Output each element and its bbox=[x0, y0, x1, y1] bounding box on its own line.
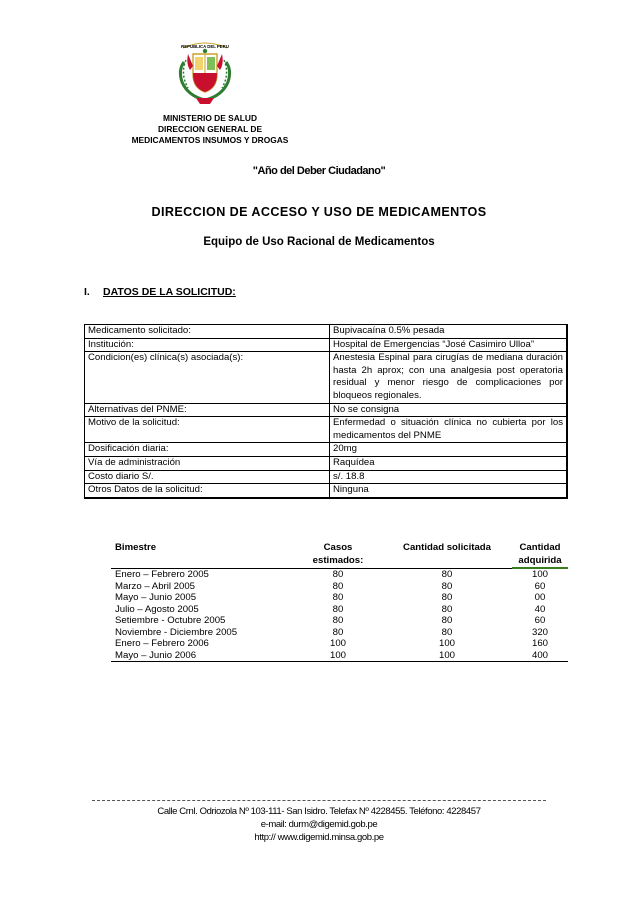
request-label: Institución: bbox=[85, 338, 330, 352]
cell-solicitada: 100 bbox=[382, 650, 512, 662]
ministry-header bbox=[110, 113, 310, 146]
footer-email-link[interactable]: e-mail: durm@digemid.gob.pe bbox=[260, 819, 378, 830]
cell-casos: 80 bbox=[332, 568, 344, 580]
cell-adquirida: 400 bbox=[512, 650, 568, 662]
table-row bbox=[111, 604, 568, 616]
request-table bbox=[84, 324, 568, 499]
table-row bbox=[85, 443, 568, 457]
table-header-row bbox=[111, 542, 568, 568]
cell-casos: 100 bbox=[294, 650, 382, 662]
cell-solicitada: 80 bbox=[441, 615, 453, 627]
footer-web-link[interactable]: http:// www.digemid.minsa.gob.pe bbox=[254, 832, 384, 843]
cell-casos: 80 bbox=[332, 626, 344, 638]
emblem-caption: REPUBLICA DEL PERU bbox=[181, 44, 229, 49]
request-label: Condicion(es) clínica(s) asociada(s): bbox=[85, 352, 330, 403]
page-title: DIRECCION DE ACCESO Y USO DE MEDICAMENTOS bbox=[151, 205, 487, 219]
page-subtitle: Equipo de Uso Racional de Medicamentos bbox=[203, 236, 435, 248]
cell-bimestre: Marzo – Abril 2005 bbox=[115, 580, 195, 592]
ministry-line: DIRECCION GENERAL DE bbox=[157, 124, 263, 134]
request-label: Alternativas del PNME: bbox=[85, 403, 330, 417]
cell-adquirida: 160 bbox=[531, 638, 548, 650]
col-header-casos: Casos estimados: bbox=[294, 542, 382, 568]
cell-adquirida: 60 bbox=[534, 615, 546, 627]
cell-bimestre: Noviembre - Diciembre 2005 bbox=[115, 626, 238, 638]
table-row bbox=[85, 352, 568, 403]
cell-solicitada: 80 bbox=[441, 568, 453, 580]
request-label: Costo diario S/. bbox=[85, 470, 330, 484]
request-label: Vía de administración bbox=[85, 456, 330, 470]
cell-adquirida: 40 bbox=[534, 603, 546, 615]
request-value: Bupivacaína 0.5% pesada bbox=[330, 325, 568, 339]
cell-bimestre: Enero – Febrero 2005 bbox=[115, 568, 209, 580]
cell-casos: 80 bbox=[332, 615, 344, 627]
cell-solicitada: 80 bbox=[441, 626, 453, 638]
table-row bbox=[111, 568, 568, 581]
request-label: Dosificación diaria: bbox=[85, 443, 330, 457]
request-value: Enfermedad o situación clínica no cubierta por los medicamentos del PNME bbox=[330, 417, 568, 443]
table-row bbox=[85, 470, 568, 484]
request-label: Medicamento solicitado: bbox=[85, 325, 330, 339]
section-heading bbox=[84, 286, 236, 298]
table-row bbox=[85, 484, 568, 498]
cell-bimestre: Setiembre - Octubre 2005 bbox=[115, 615, 226, 627]
cell-adquirida: 100 bbox=[531, 569, 548, 581]
table-row bbox=[111, 581, 568, 593]
col-header-bimestre: Bimestre bbox=[111, 542, 294, 568]
cell-solicitada: 80 bbox=[441, 580, 453, 592]
table-row bbox=[111, 615, 568, 627]
request-label: Otros Datos de la solicitud: bbox=[85, 484, 330, 498]
cell-adquirida: 320 bbox=[531, 626, 548, 638]
footer-divider bbox=[92, 800, 546, 801]
bimester-table bbox=[111, 542, 568, 662]
request-value: s/. 18.8 bbox=[330, 470, 568, 484]
table-row bbox=[111, 638, 568, 650]
cell-adquirida: 60 bbox=[534, 580, 546, 592]
request-value: No se consigna bbox=[330, 403, 568, 417]
cell-casos: 80 bbox=[332, 592, 344, 604]
cell-solicitada: 80 bbox=[441, 592, 453, 604]
cell-casos: 80 bbox=[332, 603, 344, 615]
cell-casos: 100 bbox=[329, 638, 346, 650]
cell-bimestre: Enero – Febrero 2006 bbox=[115, 638, 209, 650]
cell-bimestre: Mayo – Junio 2006 bbox=[111, 650, 294, 662]
footer-address: Calle Crnl. Odriozola Nº 103-111- San Isidro. Telefax Nº 4228455. Teléfono: 4228457 bbox=[157, 806, 481, 817]
ministry-line: MEDICAMENTOS INSUMOS Y DROGAS bbox=[131, 135, 289, 145]
cell-casos: 80 bbox=[332, 580, 344, 592]
cell-solicitada: 100 bbox=[438, 638, 455, 650]
national-emblem bbox=[174, 40, 236, 106]
ministry-line: MINISTERIO DE SALUD bbox=[163, 113, 257, 123]
request-label: Motivo de la solicitud: bbox=[85, 417, 330, 443]
table-row bbox=[85, 338, 568, 352]
request-value: Hospital de Emergencias “José Casimiro Ulloa” bbox=[330, 338, 568, 352]
table-row bbox=[111, 627, 568, 639]
year-motto: "Año del Deber Ciudadano" bbox=[252, 165, 386, 177]
section-title: DATOS DE LA SOLICITUD: bbox=[103, 286, 236, 298]
table-row bbox=[85, 325, 568, 339]
cell-solicitada: 80 bbox=[441, 603, 453, 615]
table-row bbox=[111, 592, 568, 604]
cell-bimestre: Mayo – Junio 2005 bbox=[115, 592, 197, 604]
col-header-cantidad-adquirida: Cantidad adquirida bbox=[512, 542, 568, 568]
table-row bbox=[85, 417, 568, 443]
request-value: Anestesia Espinal para cirugías de mediana duración hasta 2h aprox; con una analgesia post operatoria residual y menor riesgo de complicaciones por bloqueos regionales. bbox=[330, 352, 568, 403]
cell-adquirida: 00 bbox=[534, 592, 546, 604]
col-header-cantidad-solicitada: Cantidad solicitada bbox=[382, 542, 512, 568]
request-value: Raquídea bbox=[330, 456, 568, 470]
cell-bimestre: Julio – Agosto 2005 bbox=[115, 603, 199, 615]
request-value: 20mg bbox=[330, 443, 568, 457]
table-row bbox=[85, 456, 568, 470]
table-row bbox=[111, 650, 568, 662]
request-value: Ninguna bbox=[330, 484, 568, 498]
section-number: I. bbox=[84, 286, 90, 298]
table-row bbox=[85, 403, 568, 417]
